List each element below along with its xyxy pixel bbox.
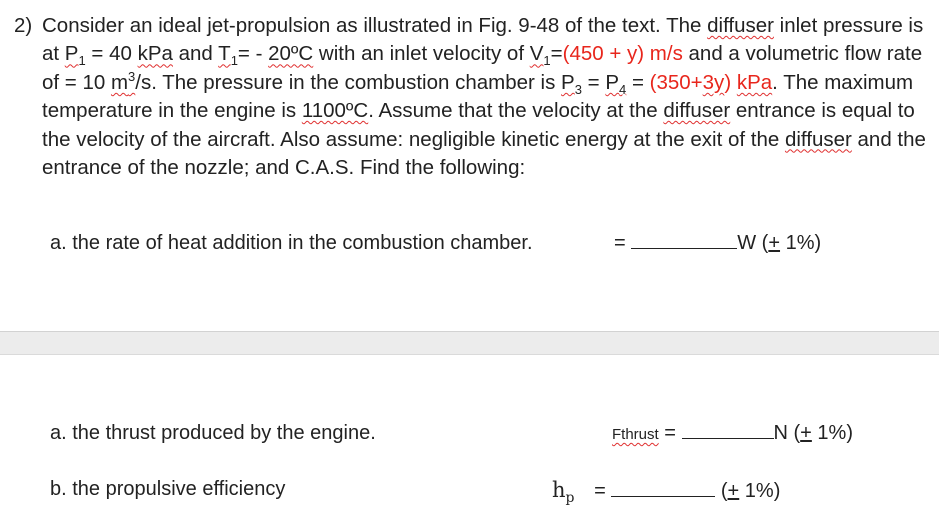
heat-addition-answer-field[interactable]	[631, 232, 737, 249]
problem-statement	[14, 12, 929, 182]
thrust-answer-field[interactable]	[682, 422, 774, 439]
problem-text: Consider an ideal jet-propulsion as illustrated in Fig. 9-48 of the text. The diffuser inlet pressure is at $P_1 = 40$ kPa and $T_1=$ - 20ºC with an inlet velocity of $V_1=(450 + y)$ m/s and a volumetric flow rate of = 10 $m^3/s$. The pressure in the combustion chamber is $P_3 = P_4 = (350+3y)$ kPa. The maximum temperature in the engine is 1100ºC. Assume that the velocity at the diffuser entrance is equal to the velocity of the aircraft. Also assume: negligible kinetic energy at the exit of the diffuser and the entrance of the nozzle; and C.A.S. Find the following:	[42, 14, 926, 180]
efficiency-answer-field[interactable]	[611, 480, 715, 497]
question-heat-addition-label: a. the rate of heat addition in the combustion chamber.	[50, 232, 533, 254]
velocity-value: (450 + y) m/s	[562, 42, 683, 66]
thrust-symbol: Fthrust	[612, 426, 659, 443]
efficiency-symbol: $h_p$	[552, 478, 575, 507]
question-thrust-label: a. the thrust produced by the engine.	[50, 422, 376, 444]
question-thrust-answer: Fthrust = N (+ 1%)	[612, 422, 853, 444]
question-heat-addition-answer: = W (+ 1%)	[614, 232, 822, 254]
question-efficiency-answer: $h_p$ = (+ 1%)	[552, 478, 781, 507]
section-divider	[0, 331, 939, 355]
pressure-value: (350+3y) kPa	[649, 70, 773, 94]
question-efficiency-label: b. the propulsive efficiency	[50, 478, 286, 500]
problem-number: 2)	[14, 14, 33, 37]
